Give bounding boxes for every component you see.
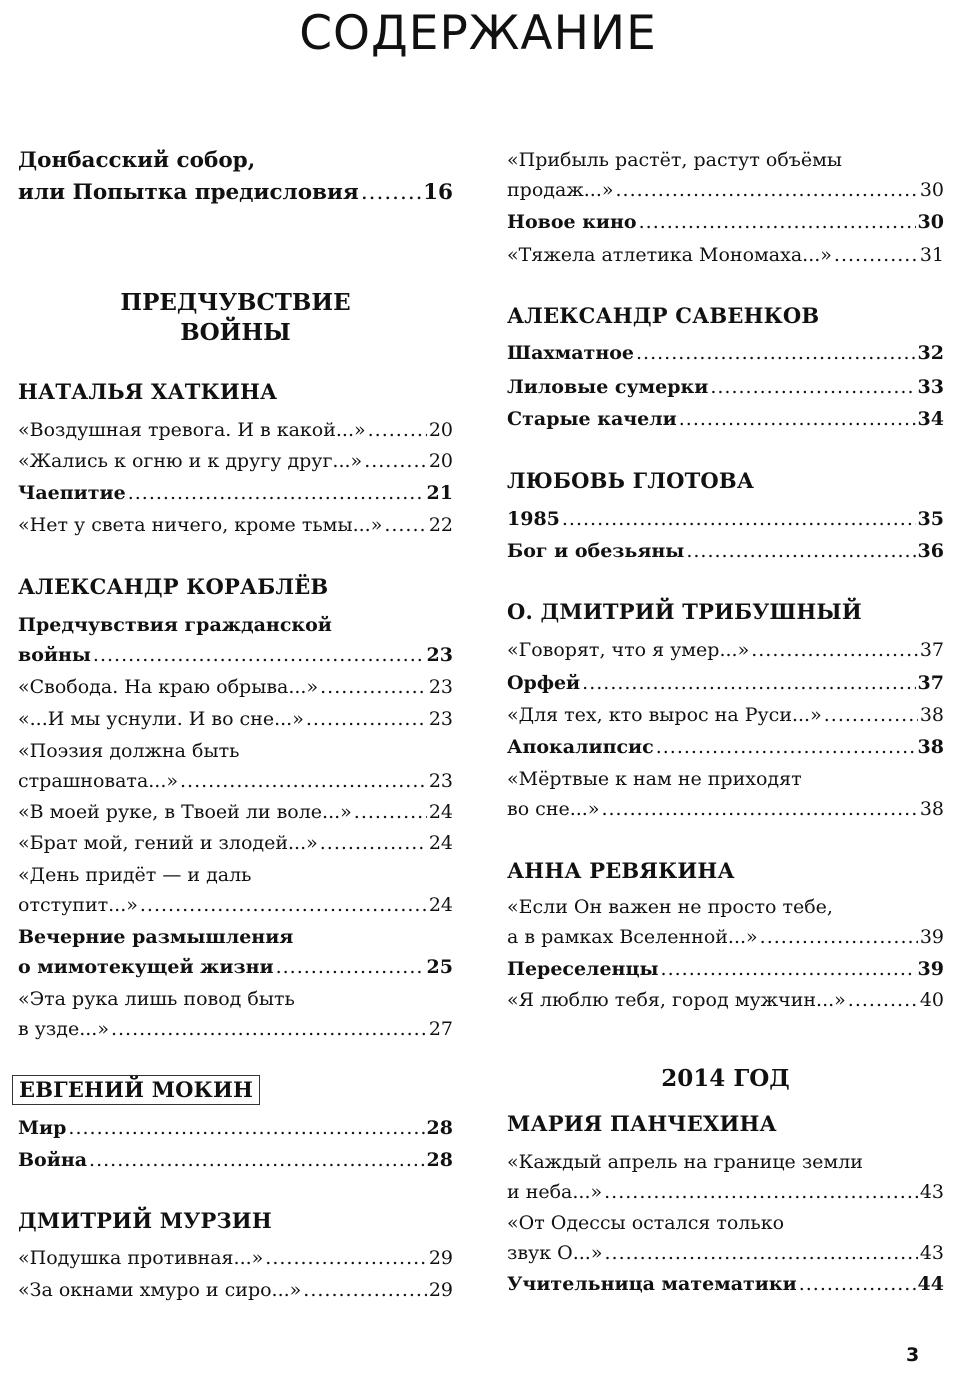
toc-entry[interactable]: Бог и обезьяны ..... 36 [507,536,944,566]
toc-entry[interactable]: «Прибыль растёт, растут объёмы продаж...» ..... 30 [507,145,944,205]
toc-entry[interactable]: Новое кино ..... 30 [507,207,944,237]
toc-entry[interactable]: «...И мы уснули. И во сне...» ..... 23 [18,704,453,734]
page-number: 29 [428,1279,453,1301]
author-heading: ДМИТРИЙ МУРЗИН [18,1208,272,1233]
page-number: 37 [917,672,944,694]
page-number: 23 [428,708,453,730]
page-number: 43 [919,1181,944,1203]
page-number: 32 [917,342,944,364]
toc-entry[interactable]: Лиловые сумерки ..... 33 [507,372,944,402]
page-number: 37 [919,639,944,661]
toc-entry[interactable]: «Жались к огню и к другу друг...» ..... 20 [18,446,453,476]
page-number: 20 [428,419,453,441]
page-number: 20 [428,450,453,472]
page-number: 16 [423,180,453,205]
page-number: 28 [426,1117,453,1139]
toc-entry[interactable]: «Нет у света ничего, кроме тьмы...» ..... 22 [18,510,453,540]
toc-entry[interactable]: 1985 ..... 35 [507,504,944,534]
toc-entry[interactable]: «День придёт — и даль отступит...» ..... 24 [18,860,453,920]
toc-entry[interactable]: «Говорят, что я умер...» ..... 37 [507,635,944,665]
toc-entry[interactable]: Война ..... 28 [18,1145,453,1175]
toc-entry[interactable]: «Тяжела атлетика Мономаха...» ..... 31 [507,240,944,270]
page-number: 23 [428,770,453,792]
toc-entry[interactable]: Орфей ..... 37 [507,668,944,698]
toc-entry[interactable]: «В моей руке, в Твоей ли воле...» ..... 24 [18,797,453,827]
toc-entry[interactable]: Шахматное ..... 32 [507,338,944,368]
section-heading: 2014 ГОД [661,1065,790,1092]
page-number: 29 [428,1247,453,1269]
page-folio: 3 [906,1344,920,1366]
toc-entry[interactable]: «Свобода. На краю обрыва...» ..... 23 [18,672,453,702]
page-number: 30 [919,179,944,201]
page-number: 30 [917,211,944,233]
page-number: 21 [426,482,453,504]
page-number: 24 [428,894,453,916]
toc-entry[interactable]: «Брат мой, гений и злодей...» ..... 24 [18,828,453,858]
page-number: 43 [919,1242,944,1264]
page-number: 31 [919,244,944,266]
toc-entry[interactable]: Мир ..... 28 [18,1113,453,1143]
page-number: 23 [426,644,453,666]
page-number: 40 [919,989,944,1011]
toc-entry[interactable]: «Подушка противная...» ..... 29 [18,1243,453,1273]
toc-entry[interactable]: Чаепитие ..... 21 [18,478,453,508]
page-number: 23 [428,676,453,698]
toc-entry-preface[interactable]: Донбасский собор, или Попытка предисловия ..... 16 [18,145,453,209]
page-number: 44 [917,1273,944,1295]
page-number: 38 [919,798,944,820]
page-number: 25 [426,956,453,978]
author-heading: АЛЕКСАНДР КОРАБЛЁВ [18,574,329,599]
page-number: 39 [917,958,944,980]
page-number: 24 [428,801,453,823]
page-number: 24 [428,832,453,854]
toc-entry[interactable]: Старые качели ..... 34 [507,404,944,434]
author-heading: АЛЕКСАНДР САВЕНКОВ [507,303,820,328]
toc-entry[interactable]: Предчувствия гражданской войны ..... 23 [18,610,453,670]
author-heading-boxed: ЕВГЕНИЙ МОКИН [12,1075,260,1105]
page-number: 22 [428,514,453,536]
section-heading: ПРЕДЧУВСТВИЕ ВОЙНЫ [120,289,351,346]
page-number: 39 [919,926,944,948]
toc-entry[interactable]: «Если Он важен не просто тебе, а в рамках Вселенной...» ..... 39 [507,892,944,952]
toc-entry[interactable]: «Каждый апрель на границе земли и неба...» ..... 43 [507,1147,944,1207]
toc-entry[interactable]: «Мёртвые к нам не приходят во сне...» ..... 38 [507,764,944,824]
toc-entry[interactable]: «Эта рука лишь повод быть в узде...» ..... 27 [18,984,453,1044]
toc-entry[interactable]: «От Одессы остался только звук О...» ..... 43 [507,1208,944,1268]
toc-entry[interactable]: Учительница математики ..... 44 [507,1269,944,1299]
page-title: СОДЕРЖАНИЕ [299,6,657,61]
author-heading: НАТАЛЬЯ ХАТКИНА [18,379,278,404]
toc-entry[interactable]: «Поэзия должна быть страшновата...» ..... 23 [18,736,453,796]
toc-entry[interactable]: «Я люблю тебя, город мужчин...» ..... 40 [507,985,944,1015]
author-heading: ЛЮБОВЬ ГЛОТОВА [507,468,755,493]
author-heading: МАРИЯ ПАНЧЕХИНА [507,1111,777,1136]
page-number: 33 [917,376,944,398]
author-heading: АННА РЕВЯКИНА [507,858,735,883]
toc-entry[interactable]: Переселенцы ..... 39 [507,954,944,984]
page-number: 28 [426,1149,453,1171]
page-number: 35 [917,508,944,530]
page-number: 27 [428,1018,453,1040]
page-number: 38 [919,704,944,726]
toc-entry[interactable]: Вечерние размышления о мимотекущей жизни ..... 25 [18,922,453,982]
toc-entry[interactable]: Апокалипсис ..... 38 [507,732,944,762]
page-number: 38 [917,736,944,758]
toc-entry[interactable]: «Для тех, кто вырос на Руси...» ..... 38 [507,700,944,730]
toc-entry[interactable]: «За окнами хмуро и сиро...» ..... 29 [18,1275,453,1305]
page-number: 34 [917,408,944,430]
author-heading: О. ДМИТРИЙ ТРИБУШНЫЙ [507,599,862,624]
toc-entry[interactable]: «Воздушная тревога. И в какой...» ..... 20 [18,415,453,445]
page-number: 36 [917,540,944,562]
